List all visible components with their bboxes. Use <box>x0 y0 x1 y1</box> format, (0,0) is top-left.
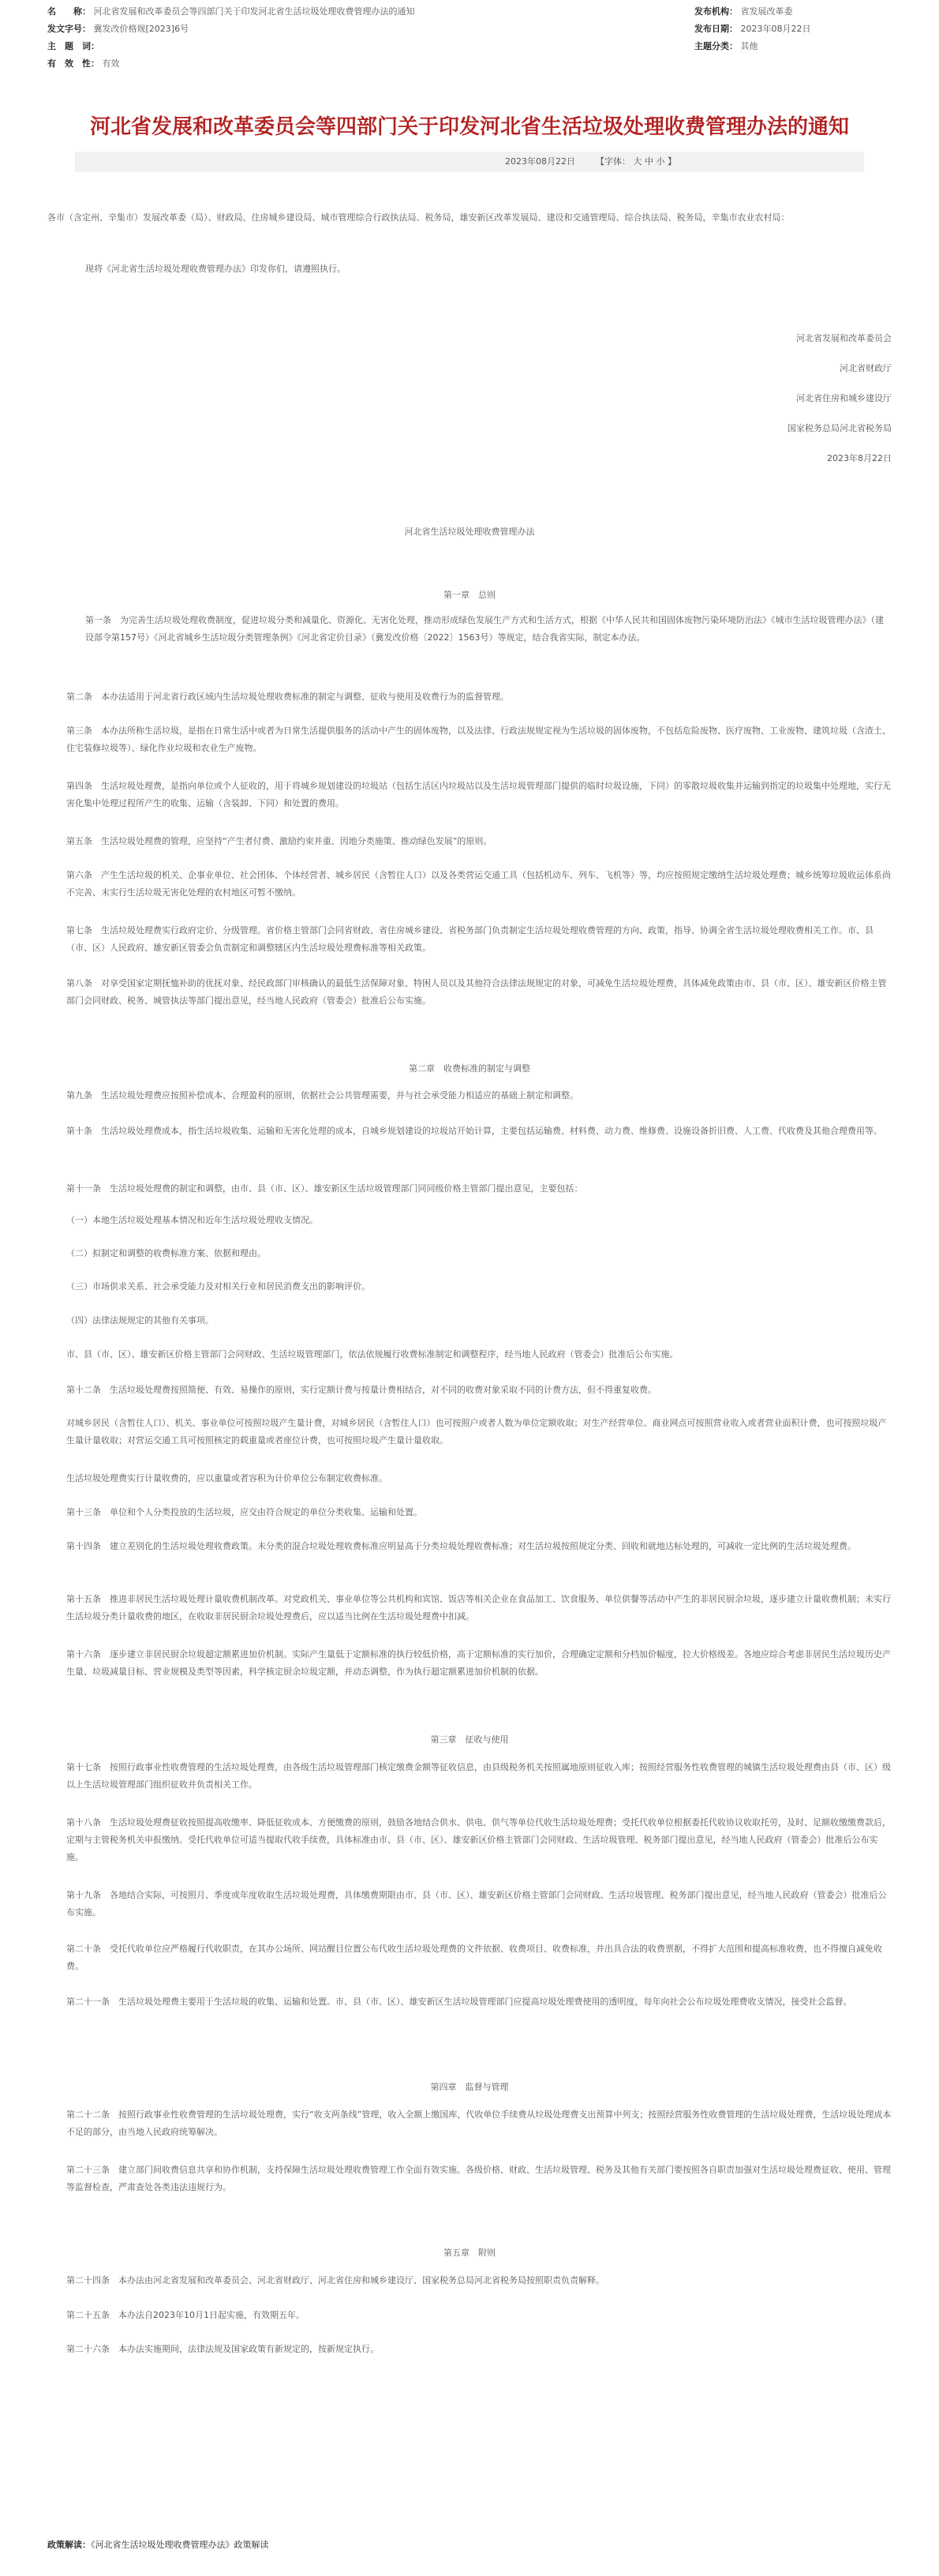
meta-validity-value: 有效 <box>102 58 120 69</box>
font-large-button[interactable]: 大 <box>633 156 642 167</box>
policy-interpretation <box>47 2538 269 2551</box>
meta-category-label: 主题分类： <box>694 41 738 51</box>
article-1: 第一条 为完善生活垃圾处理收费制度，促进垃圾分类和减量化、资源化、无害化处理，推动形成绿色发展生产方式和生活方式，根据《中华人民共和国固体废物污染环境防治法》《城市生活垃圾管理办法》（建设部令第157号）《河北省城乡生活垃圾分类管理条例》《河北省定价目录》（冀发改价格〔2022〕1563号）等规定，结合我省实际，制定本办法。 <box>85 615 884 643</box>
page-title: 河北省发展和改革委员会等四部门关于印发河北省生活垃圾处理收费管理办法的通知 <box>89 115 849 139</box>
policy-interpretation-label: 政策解读： <box>47 2540 91 2550</box>
meta-subject-row <box>47 38 99 55</box>
article-16: 第十六条 逐步建立非居民厨余垃圾超定额累进加价机制。实际产生量低于定额标准的执行较低价格，高于定额标准的实行加价，合理确定定额和分档加价幅度，拉大价格级差。各地应综合考虑非居民生活垃圾历史产生量、垃圾减量目标、营业规模及类型等因素，科学核定厨余垃圾定额，并动态调整，作为执行超定额累进加价机制的依据。 <box>66 1649 891 1677</box>
meta-name-value: 河北省发展和改革委员会等四部门关于印发河北省生活垃圾处理收费管理办法的通知 <box>93 6 415 17</box>
meta-date-row <box>694 21 811 38</box>
article-11-item-2: （二）拟制定和调整的收费标准方案、依据和理由。 <box>66 1248 266 1258</box>
meta-org-row <box>694 3 793 21</box>
article-22: 第二十二条 按照行政事业性收费管理的生活垃圾处理费，实行“收支两条线”管理，收入全额上缴国库，代收单位手续费从垃圾处理费支出预算中列支；按照经营服务性收费管理的生活垃圾处理费，生活垃圾处理成本不足的部分，由当地人民政府统筹解决。 <box>66 2109 892 2137</box>
article-15: 第十五条 推进非居民生活垃圾处理计量收费机制改革。对党政机关、事业单位等公共机构和宾馆、饭店等相关企业在食品加工、饮食服务、单位供餐等活动中产生的非居民厨余垃圾，逐步建立计量收费机制；未实行生活垃圾分类计量收费的地区，在收取非居民厨余垃圾处理费后，应以适当比例在生活垃圾处理费中扣减。 <box>66 1594 891 1622</box>
signature-1: 河北省发展和改革委员会 <box>796 333 892 343</box>
chapter-2-heading: 第二章 收费标准的制定与调整 <box>409 1063 530 1074</box>
meta-doc-no-row <box>47 21 189 38</box>
article-8: 第八条 对享受国家定期抚恤补助的优抚对象、经民政部门审核确认的最低生活保障对象、特困人员以及其他符合法律法规规定的对象，可减免生活垃圾处理费，具体减免政策由市、县（市、区）、雄安新区价格主管部门会同财政、税务、城管执法等部门提出意见，经当地人民政府（管委会）批准后公布实施。 <box>66 978 887 1006</box>
article-14: 第十四条 建立差别化的生活垃圾处理收费政策。未分类的混合垃圾处理收费标准应明显高于分类垃圾处理收费标准；对生活垃圾按照规定分类、回收和就地达标处理的，可减收一定比例的生活垃圾处理费。 <box>66 1541 856 1551</box>
chapter-4-heading: 第四章 监督与管理 <box>430 2082 509 2092</box>
article-6: 第六条 产生生活垃圾的机关、企事业单位、社会团体、个体经营者、城乡居民（含暂住人口）以及各类营运交通工具（包括机动车、列车、飞机等）等，均应按照规定缴纳生活垃圾处理费；城乡统筹垃圾收运体系尚不完善、未实行生活垃圾无害化处理的农村地区可暂不缴纳。 <box>66 870 891 898</box>
font-label: 【字体： <box>596 156 630 167</box>
meta-org-value: 省发展改革委 <box>740 6 793 17</box>
article-11-item-3: （三）市场供求关系、社会承受能力及对相关行业和居民消费支出的影响评价。 <box>66 1281 370 1292</box>
article-2: 第二条 本办法适用于河北省行政区域内生活垃圾处理收费标准的制定与调整、征收与使用及收费行为的监督管理。 <box>66 692 509 702</box>
signature-2: 河北省财政厅 <box>840 363 892 373</box>
article-11-item-1: （一）本地生活垃圾处理基本情况和近年生活垃圾处理收支情况。 <box>66 1215 318 1225</box>
article-23: 第二十三条 建立部门间收费信息共享和协作机制，支持保障生活垃圾处理收费管理工作全面有效实施。各级价格、财政、生活垃圾管理、税务及其他有关部门要按照各自职责加强对生活垃圾处理费征收、使用、管理等监督检查，严肃查处各类违法违规行为。 <box>66 2165 891 2192</box>
signature-date: 2023年8月22日 <box>827 453 892 463</box>
article-11-note: 市、县（市、区）、雄安新区价格主管部门会同财政、生活垃圾管理部门，依法依规履行收费标准制定和调整程序，经当地人民政府（管委会）批准后公布实施。 <box>66 1349 679 1359</box>
meta-name-row <box>47 3 415 21</box>
article-11: 第十一条 生活垃圾处理费的制定和调整，由市、县（市、区）、雄安新区生活垃圾管理部门同同级价格主管部门提出意见，主要包括： <box>66 1183 583 1194</box>
document-metadata <box>0 0 939 87</box>
article-13: 第十三条 单位和个人分类投放的生活垃圾，应交由符合规定的单位分类收集、运输和处置。 <box>66 1507 422 1517</box>
article-12-paragraph-3: 生活垃圾处理费实行计量收费的，应以重量或者容积为计价单位公布制定收费标准。 <box>66 1473 387 1483</box>
font-size-switcher <box>596 152 676 172</box>
article-5: 第五条 生活垃圾处理费的管理，应坚持“产生者付费、激励约束并重、因地分类施策、推动绿色发展”的原则。 <box>66 836 492 846</box>
font-end: 】 <box>668 156 676 167</box>
meta-subject-label: 主 题 词： <box>47 41 99 51</box>
article-10: 第十条 生活垃圾处理费成本，指生活垃圾收集、运输和无害化处理的成本，自城乡规划建设的垃圾站开始计算，主要包括运输费、材料费、动力费、维修费、设施设备折旧费、人工费、代收费及其他合理费用等。 <box>66 1126 882 1136</box>
article-17: 第十七条 按照行政事业性收费管理的生活垃圾处理费，由各级生活垃圾管理部门核定缴费金额等征收信息，由县级税务机关按照属地原则征收入库；按照经营服务性收费管理的城镇生活垃圾处理费由县（市、区）级以上生活垃圾管理部门组织征收并负责相关工作。 <box>66 1762 891 1790</box>
salutation: 各市（含定州、辛集市）发展改革委（局）、财政局、住房城乡建设局、城市管理综合行政执法局、税务局，雄安新区改革发展局、建设和交通管理局、综合执法局、税务局，辛集市农业农村局： <box>47 212 790 223</box>
doc-title: 河北省生活垃圾处理收费管理办法 <box>404 527 535 537</box>
policy-interpretation-link[interactable]: 《河北省生活垃圾处理收费管理办法》政策解读 <box>91 2540 269 2550</box>
article-12-paragraph-2: 对城乡居民（含暂住人口）、机关、事业单位可按照垃圾产生量计费，对城乡居民（含暂住人口）也可按照户或者人数为单位定额收取；对生产经营单位、商业网点可按照营业收入或者营业面积计费，也可按照垃圾产生量计量收取；对营运交通工具可按照核定的载重量或者座位计费，也可按照垃圾产生量计量收取。 <box>66 1418 887 1445</box>
chapter-3-heading: 第三章 征收与使用 <box>430 1734 509 1745</box>
article-19: 第十九条 各地结合实际，可按照月、季度或年度收取生活垃圾处理费，具体缴费期限由市、县（市、区）、雄安新区价格主管部门会同财政、生活垃圾管理、税务部门提出意见，经当地人民政府（管委会）批准后公布实施。 <box>66 1890 887 1918</box>
signature-4: 国家税务总局河北省税务局 <box>787 423 892 433</box>
article-25: 第二十五条 本办法自2023年10月1日起实施，有效期五年。 <box>66 2310 305 2320</box>
article-24: 第二十四条 本办法由河北省发展和改革委员会、河北省财政厅、河北省住房和城乡建设厅、国家税务总局河北省税务局按照职责负责解释。 <box>66 2275 604 2285</box>
meta-validity-row <box>47 55 120 73</box>
publish-date: 2023年08月22日 <box>505 156 575 167</box>
article-26: 第二十六条 本办法实施期间，法律法规及国家政策有新规定的，按新规定执行。 <box>66 2344 379 2354</box>
date-font-bar <box>75 152 864 172</box>
meta-category-value: 其他 <box>740 41 758 51</box>
article-12: 第十二条 生活垃圾处理费按照简便、有效、易操作的原则，实行定额计费与按量计费相结合，对不同的收费对象采取不同的计费方法，但不得重复收费。 <box>66 1385 657 1395</box>
article-4: 第四条 生活垃圾处理费，是指向单位或个人征收的，用于将城乡规划建设的垃圾站（包括生活区内垃圾站以及生活垃圾管理部门提供的临时垃圾设施，下同）的零散垃圾收集并运输到指定的垃圾集中处理地，实行无害化集中处理过程所产生的收集、运输（含装卸、下同）和处置的费用。 <box>66 781 891 808</box>
article-21: 第二十一条 生活垃圾处理费主要用于生活垃圾的收集、运输和处置。市、县（市、区）、雄安新区生活垃圾管理部门应提高垃圾处理费使用的透明度，每年向社会公布垃圾处理费收支情况，接受社会监督。 <box>66 1997 852 2007</box>
article-7: 第七条 生活垃圾处理费实行政府定价、分级管理。省价格主管部门会同省财政、省住房城乡建设、省税务部门负责制定生活垃圾处理收费管理的方向、政策，指导、协调全省生活垃圾处理收费相关工作。市、县（市、区）人民政府、雄安新区管委会负责制定和调整辖区内生活垃圾处理费标准等相关政策。 <box>66 925 874 953</box>
meta-name-label: 名 称： <box>47 6 91 17</box>
meta-category-row <box>694 38 758 55</box>
article-20: 第二十条 受托代收单位应严格履行代收职责，在其办公场所、网站醒目位置公布代收生活垃圾处理费的文件依据、收费项目、收费标准，并出具合法的收费票据，不得扩大范围和提高标准收费，也不得擅自减免收费。 <box>66 1944 882 1971</box>
meta-validity-label: 有 效 性： <box>47 58 99 69</box>
meta-date-label: 发布日期： <box>694 24 738 34</box>
signature-3: 河北省住房和城乡建设厅 <box>796 393 892 403</box>
intro-paragraph: 现将《河北省生活垃圾处理收费管理办法》印发你们，请遵照执行。 <box>85 264 346 274</box>
meta-date-value: 2023年08月22日 <box>740 24 811 34</box>
chapter-1-heading: 第一章 总则 <box>443 590 496 600</box>
article-18: 第十八条 生活垃圾处理费征收按照提高收缴率、降低征收成本、方便缴费的原则，鼓励各地结合供水、供电、供气等单位代收生活垃圾处理费；受托代收单位根据委托代收协议收取托劳，及时、足额收缴缴费款后，定期与主管税务机关申报缴纳。受托代收单位可适当提取代收手续费，具体标准由市、县（市、区）、雄安新区价格主管部门会同财政、生活垃圾管理、税务部门提出意见，经当地人民政府（管委会）批准后公布实施。 <box>66 1817 891 1862</box>
article-9: 第九条 生活垃圾处理费应按照补偿成本、合理盈利的原则，依据社会公共管理需要，并与社会承受能力相适应的基础上制定和调整。 <box>66 1090 578 1101</box>
font-medium-button[interactable]: 中 <box>645 156 653 167</box>
meta-org-label: 发布机构： <box>694 6 738 17</box>
meta-doc-no-label: 发文字号： <box>47 24 91 34</box>
article-11-item-4: （四）法律法规规定的其他有关事项。 <box>66 1315 214 1325</box>
chapter-5-heading: 第五章 附则 <box>443 2248 496 2258</box>
font-small-button[interactable]: 小 <box>656 156 665 167</box>
article-3: 第三条 本办法所称生活垃圾，是指在日常生活中或者为日常生活提供服务的活动中产生的固体废物，以及法律、行政法规规定视为生活垃圾的固体废物，不包括危险废物、医疗废物、工业废物、建筑垃圾（含渣土、住宅装修垃圾等）、绿化作业垃圾和农业生产废物。 <box>66 726 891 753</box>
meta-doc-no-value: 冀发改价格规[2023]6号 <box>93 24 189 34</box>
